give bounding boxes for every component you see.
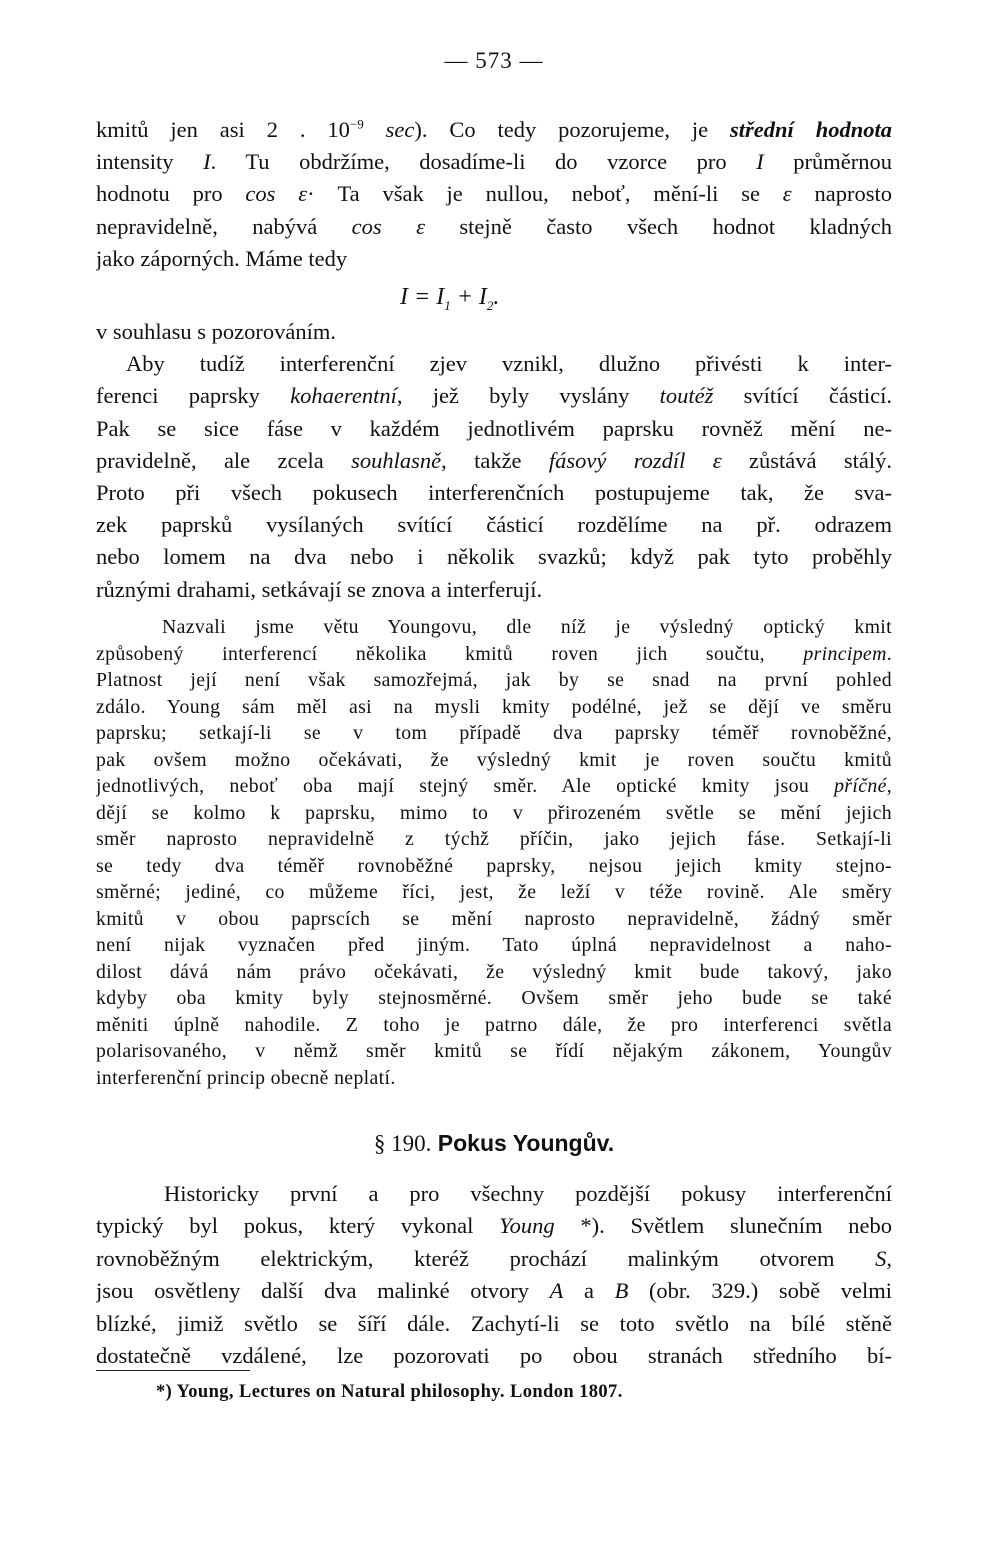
page-number: — 573 — (444, 48, 544, 73)
text-line: kmitů v obou paprscích se mění naprosto nepravidelně, žádný směr (96, 907, 892, 930)
text-line: Proto při všech pokusech interferenčních postupujeme tak, že sva- (96, 480, 892, 506)
text-line: nebo lomem na dva nebo i několik svazků; když pak tyto proběhly (96, 544, 892, 570)
text-line: není nijak vyznačen před jiným. Tato úplná nepravidelnost a naho- (96, 934, 892, 956)
paragraph-young-principle (96, 614, 892, 1091)
text-line: rovnoběžným elektrickým, kteréž prochází malinkým otvorem S, (96, 1245, 892, 1271)
text-line: v souhlasu s pozorováním. (96, 319, 336, 344)
section-heading: § 190. Pokus Youngův. (373, 1130, 615, 1156)
text-line: měniti úplně nahodile. Z toho je patrno dále, že pro interferenci světla (96, 1013, 892, 1036)
text-line: Pak se sice fáse v každém jednotlivém paprsku rovněž mění ne- (96, 415, 892, 441)
text-line: Historicky první a pro všechny pozdější pokusy interferenční (164, 1181, 892, 1206)
text-line: interferenční princip obecně neplatí. (96, 1066, 396, 1089)
text-line: pravidelně, ale zcela souhlasně, takže fásový rozdíl ε zůstává stálý. (96, 447, 892, 473)
footnote-divider (96, 1370, 250, 1371)
text-line: dostatečně vzdálené, lze pozorovati po obou stranách středního bí- (96, 1343, 892, 1369)
text-line: směrné; jediné, co můžeme říci, jest, že leží v téže rovině. Ale směry (96, 881, 892, 903)
text-line: pak ovšem možno očekávati, že výsledný kmit je roven součtu kmitů (96, 748, 892, 771)
text-line: zdálo. Young sám měl asi na mysli kmity podélné, jež se dějí ve směru (96, 695, 892, 718)
document-page (96, 0, 892, 1544)
text-line: polarisovaného, v němž směr kmitů se řídí nějakým zákonem, Youngův (96, 1040, 892, 1062)
text-line: jsou osvětleny další dva malinké otvory A a B (obr. 329.) sobě velmi (96, 1278, 892, 1304)
text-line: Nazvali jsme větu Youngovu, dle níž je výsledný optický kmit (162, 616, 892, 638)
text-line: jednotlivých, neboť oba mají stejný směr. Ale optické kmity jsou příčné, (96, 775, 892, 797)
formula-intensity-sum: $I = I_1 + I_2$. (400, 284, 500, 313)
text-line: paprsku; setkají-li se v tom případě dva paprsky téměř rovnoběžné, (96, 722, 892, 744)
text-line: typický byl pokus, který vykonal Young *). Světlem slunečním nebo (96, 1213, 892, 1239)
footnote: *) Young, Lectures on Natural philosophy. London 1807. (156, 1382, 623, 1402)
text-line: hodnotu pro cos ε· Ta však je nullou, neboť, mění-li se ε naprosto (96, 181, 892, 207)
text-line: dějí se kolmo k paprsku, mimo to v přirozeném světle se mění jejich (96, 801, 892, 824)
text-line: směr naprosto nepravidelně z týchž příčin, jako jejich fáse. Setkají-li (96, 828, 892, 850)
paragraph-intensity (96, 114, 892, 275)
text-line: dilost dává nám právo očekávati, že výsledný kmit bude takový, jako (96, 960, 892, 983)
paragraph-coherence (96, 316, 892, 606)
text-line: ferenci paprsky kohaerentní, jež byly vyslány toutéž svítící částicí. (96, 383, 892, 409)
paragraph-young-experiment (96, 1178, 892, 1372)
text-line: různými drahami, setkávají se znova a interferují. (96, 576, 543, 602)
text-line: nepravidelně, nabývá cos ε stejně často všech hodnot kladných (96, 213, 892, 239)
text-line: jako záporných. Máme tedy (96, 245, 348, 271)
text-line: kdyby oba kmity byly stejnosměrné. Ovšem směr jeho bude se také (96, 987, 892, 1009)
text-line: Aby tudíž interferenční zjev vznikl, dlužno přivésti k inter- (126, 351, 892, 377)
text-line: intensity I. Tu obdržíme, dosadíme-li do vzorce pro I průměrnou (96, 149, 892, 175)
text-line: kmitů jen asi 2 . $10^{-9}$ sec). Co tedy pozorujeme, je střední hodnota (96, 116, 892, 142)
text-line: se tedy dva téměř rovnoběžné paprsky, nejsou jejich kmity stejno- (96, 854, 892, 877)
text-line: blízké, jimiž světlo se šíří dále. Zachytí-li se toto světlo na bílé stěně (96, 1310, 892, 1336)
text-line: zek paprsků vysílaných svítící částicí rozdělíme na př. odrazem (96, 512, 892, 538)
text-line: způsobený interferencí několika kmitů roven jich součtu, principem. (96, 642, 892, 665)
text-line: Platnost její není však samozřejmá, jak by se snad na první pohled (96, 669, 892, 691)
